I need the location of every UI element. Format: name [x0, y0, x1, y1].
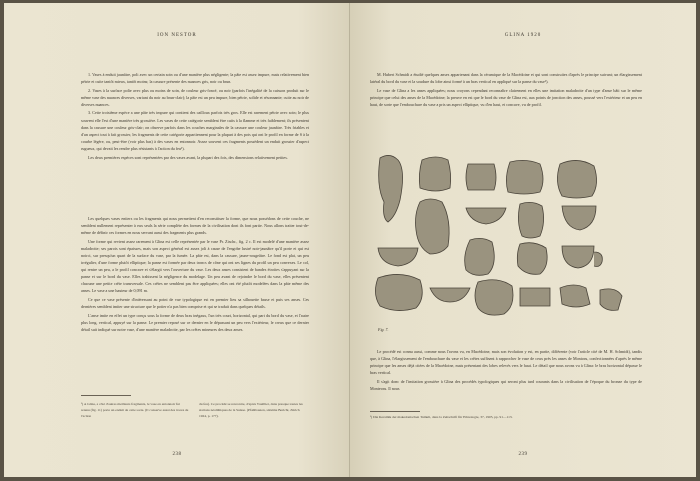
jug-drawing [517, 243, 547, 275]
footnote-col-1: ¹) A Glina, a côté d'autres meilleurs fragments, le vase en entonnoir fut retenu (fig. 11) porte un enduit de cette sorte. (Il conserve aussi des traces de l'action [81, 402, 189, 418]
book-spread [4, 3, 696, 477]
paragraph: Une forme qui revient assez rarement à Glina est celle représentée par le vase Pr. Zischr., fig. 2 c. Il est modelé d'une manière assez maladroite; ses parois sont épaisses, mais son aspect général est assez joli à cause de l'engobe lustré noir-jaunâtre qu'il porte et qui est noirci, sur presqu'un quart de la surface du vase, par la fumée. La pâte est, dans la cassure, jaune-rougeâtre. Le fond est plat, un peu irrégulier, d'une forme plutôt elliptique; la panse est formée par deux troncs de cône qui ont ses lignes du profil un peu convexes. Le col, qui rentre un peu, a le profil concave et s'élargit vers l'ouverture du vase. Les deux anses consistent de bandes étroites s'appuyant sur la panse et sur le bord du vase. Elles trahissent la négligence du modelage. Un peu avant de rejoindre le bord du vase, elles présentent chacune une petite crête transversale. Ces crêtes ne semblent pas être appliquées; elles ont été plutôt modelées dans la pâte même des anses. Le vase a une hauteur de 0,091 m. [81, 238, 309, 294]
base-fragment-drawing [520, 288, 550, 306]
rim-fragment-drawing [560, 285, 590, 307]
left-text-block-bottom [81, 215, 309, 333]
running-head-left: ION NESTOR [157, 33, 197, 38]
left-page [4, 3, 350, 477]
paragraph: Le procédé est connu aussi, comme nous l'avons vu, en Macédoine, mais son évolution y est, en partie, différente (voir l'article cité de M. H. Schmidt), tandis que, à Glina, l'élargissement de l'embouchure du vase et les crêtes suffisent à rapprocher le vase de ceux près les anses de Montoru, confectionnées d'après le même principe que les anses déjà citées de la Macédoine, mais présentant des lobes relevés vers le haut. Le détail que nous avons vu à Glina: le bras horizontal dépasse le bras vertical. [370, 349, 642, 376]
mug-drawing [466, 164, 496, 190]
right-footnote [370, 411, 642, 419]
right-text-block-bottom [370, 348, 642, 392]
footnote-col-2: du feu). Ce procédé se rencontre, d'après Vouillier, dans presque toutes les stations néolithiques de la Suisse. (Pfahlbauten, sixième Bericht, Zürich 1924, p. 177). [199, 402, 303, 418]
paragraph: Les deux premières espèces sont représentées par des vases avant, la plupart des fois, des dimensions relativement petites. [88, 154, 288, 160]
shallow-bowl-drawing [430, 288, 470, 302]
deep-bowl-drawing [562, 206, 596, 230]
round-pot-drawing [557, 160, 596, 198]
footnote-divider [370, 411, 420, 412]
right-text-block-top [370, 71, 642, 108]
vase-drawing [518, 202, 543, 238]
left-text-block-top [81, 71, 309, 161]
cup-drawing [378, 248, 418, 266]
paragraph: M. Hubert Schmidt a étudié quelques anses appartenant dans la céramique de la Macédoine et qui sont construites d'après le principe suivant; un élargissement latéral du bord du vase et la soudure du lobe ainsi formé à un bras vertical en appliqué sur la panse du vase¹). [370, 72, 642, 85]
page-number-left: 238 [172, 452, 182, 457]
handled-cup-drawing [562, 246, 602, 268]
paragraph: Il s'agit donc de l'imitation grossière à Glina des procédés typologiques qui seront plus tard courants dans la civilisation de l'époque du bronze du type de Monteoru. Il nous [370, 378, 642, 391]
pot-drawing [506, 160, 543, 194]
flask-drawing [465, 238, 495, 275]
paragraph: Le vase de Glina a les anses appliquées; nous croyons cependant reconnaître clairement en elles une imitation maladroite d'un type d'anse bâti sur le même principe que celui des anses de la Macédoine; la preuve en est que le bord du vase de Glina est, aux points de jonction des anses, poussé vers l'extérieur et un peu en haut, de sorte que l'embouchure du vase a pris un aspect elliptique, vu d'en haut, et concave, vu de profil. [370, 87, 642, 107]
running-head-right: GLINA 1920 [504, 33, 542, 38]
paragraph: Ce que ce vase présente d'intéressant au point de vue typologique est en premier lieu sa silhouette basse et puis ses anses. Ces dernières semblent imiter une structure que le potier n'a pas bien comprise et qui se traduit dans quelques détails. [81, 297, 309, 310]
bowl-drawing [466, 208, 506, 224]
fragment-drawing [475, 280, 513, 315]
paragraph: 2. Vases à la surface polie avec plus ou moins de soin, de couleur gris-foncé, ou noir (parfois l'inégalité de la cuisson produit sur le même vase des nuances diverses, variant du noir au brun-clair); la pâte est un peu impure, bien pétrie, solide et résonnante; cuite au noir de diverses nuances. [81, 87, 309, 107]
pottery-plate-figure [370, 148, 642, 340]
right-page [350, 3, 696, 477]
footnote-divider [81, 395, 131, 396]
pottery-drawings [370, 148, 642, 340]
sherd-drawing [600, 289, 622, 311]
figure-caption: Fig. 7. [378, 327, 389, 332]
jar-drawing [419, 157, 450, 191]
footnote-text: ¹) Die Keramik der makedonischen Tumuli, dans la Zeitschrift für Ethnologie, 37, 1905, pp. 91—113. [370, 415, 513, 419]
paragraph: 1. Vases à enduit jaunâtre, poli avec un certain soin ou d'une manière plus négligente; la pâte est assez impure, mais relativement bien pétrie et cuite tantôt mieux, tantôt moins; la cassure présente des nuances gris, noir ou brun. [81, 72, 309, 85]
tall-jar-drawing [416, 199, 450, 254]
paragraph: Les quelques vases entiers ou les fragments qui nous permettent d'en reconstituer la forme, que nous possédons de cette couche, ne semblent nullement représenter à eux seuls la série complète des formes de la civilisation dont ils font partie. Nous allons traiter tout-de-même de définir ces formes en nous servant aussi des fragments plus grands. [81, 216, 309, 236]
paragraph: 3. Cette troisième espèce a une pâte très impure qui contient des cailloux parfois très gros. Elle est rarement pétrie avec soin; le plus souvent elle l'est d'une manière très grossière. Les vases de cette catégorie semblent être cuits à la flamme et très faiblement; ils présentent dans la cassure une couleur gris-clair; on observe parfois dans les couches marginales de la cassure une couleur jaunâtre. Très friables et d'un aspect tout à fait grossier, les fragments de cette catégorie appartiennent pour la plupart à des pots qui ont le profil en forme de S à la courbe légère, ou, peut-être (voir plus bas) à des vases en entonnoir. Assez souvent ces fragments possèdent un enduit grossier d'aspect rugueux, qui devait les rendre plus résistants à l'action du feu¹). [81, 110, 309, 151]
page-number-right: 239 [518, 452, 528, 457]
urn-drawing [375, 274, 422, 310]
paragraph: L'anse imite en effet un type conçu sous la forme de deux bras inégaux, l'un très court, horizontal, qui part du bord du vase, et l'autre plus long, vertical, appuyé sur la panse. Le premier reposé sur ce dernier en le dépassant un peu vers l'extérieur, le creux que ce dernier détail suit indiqué sur notre vase, d'une manière maladroite, par les crêtes mineures des deux anses. [81, 312, 309, 332]
pitcher-drawing [379, 155, 403, 222]
